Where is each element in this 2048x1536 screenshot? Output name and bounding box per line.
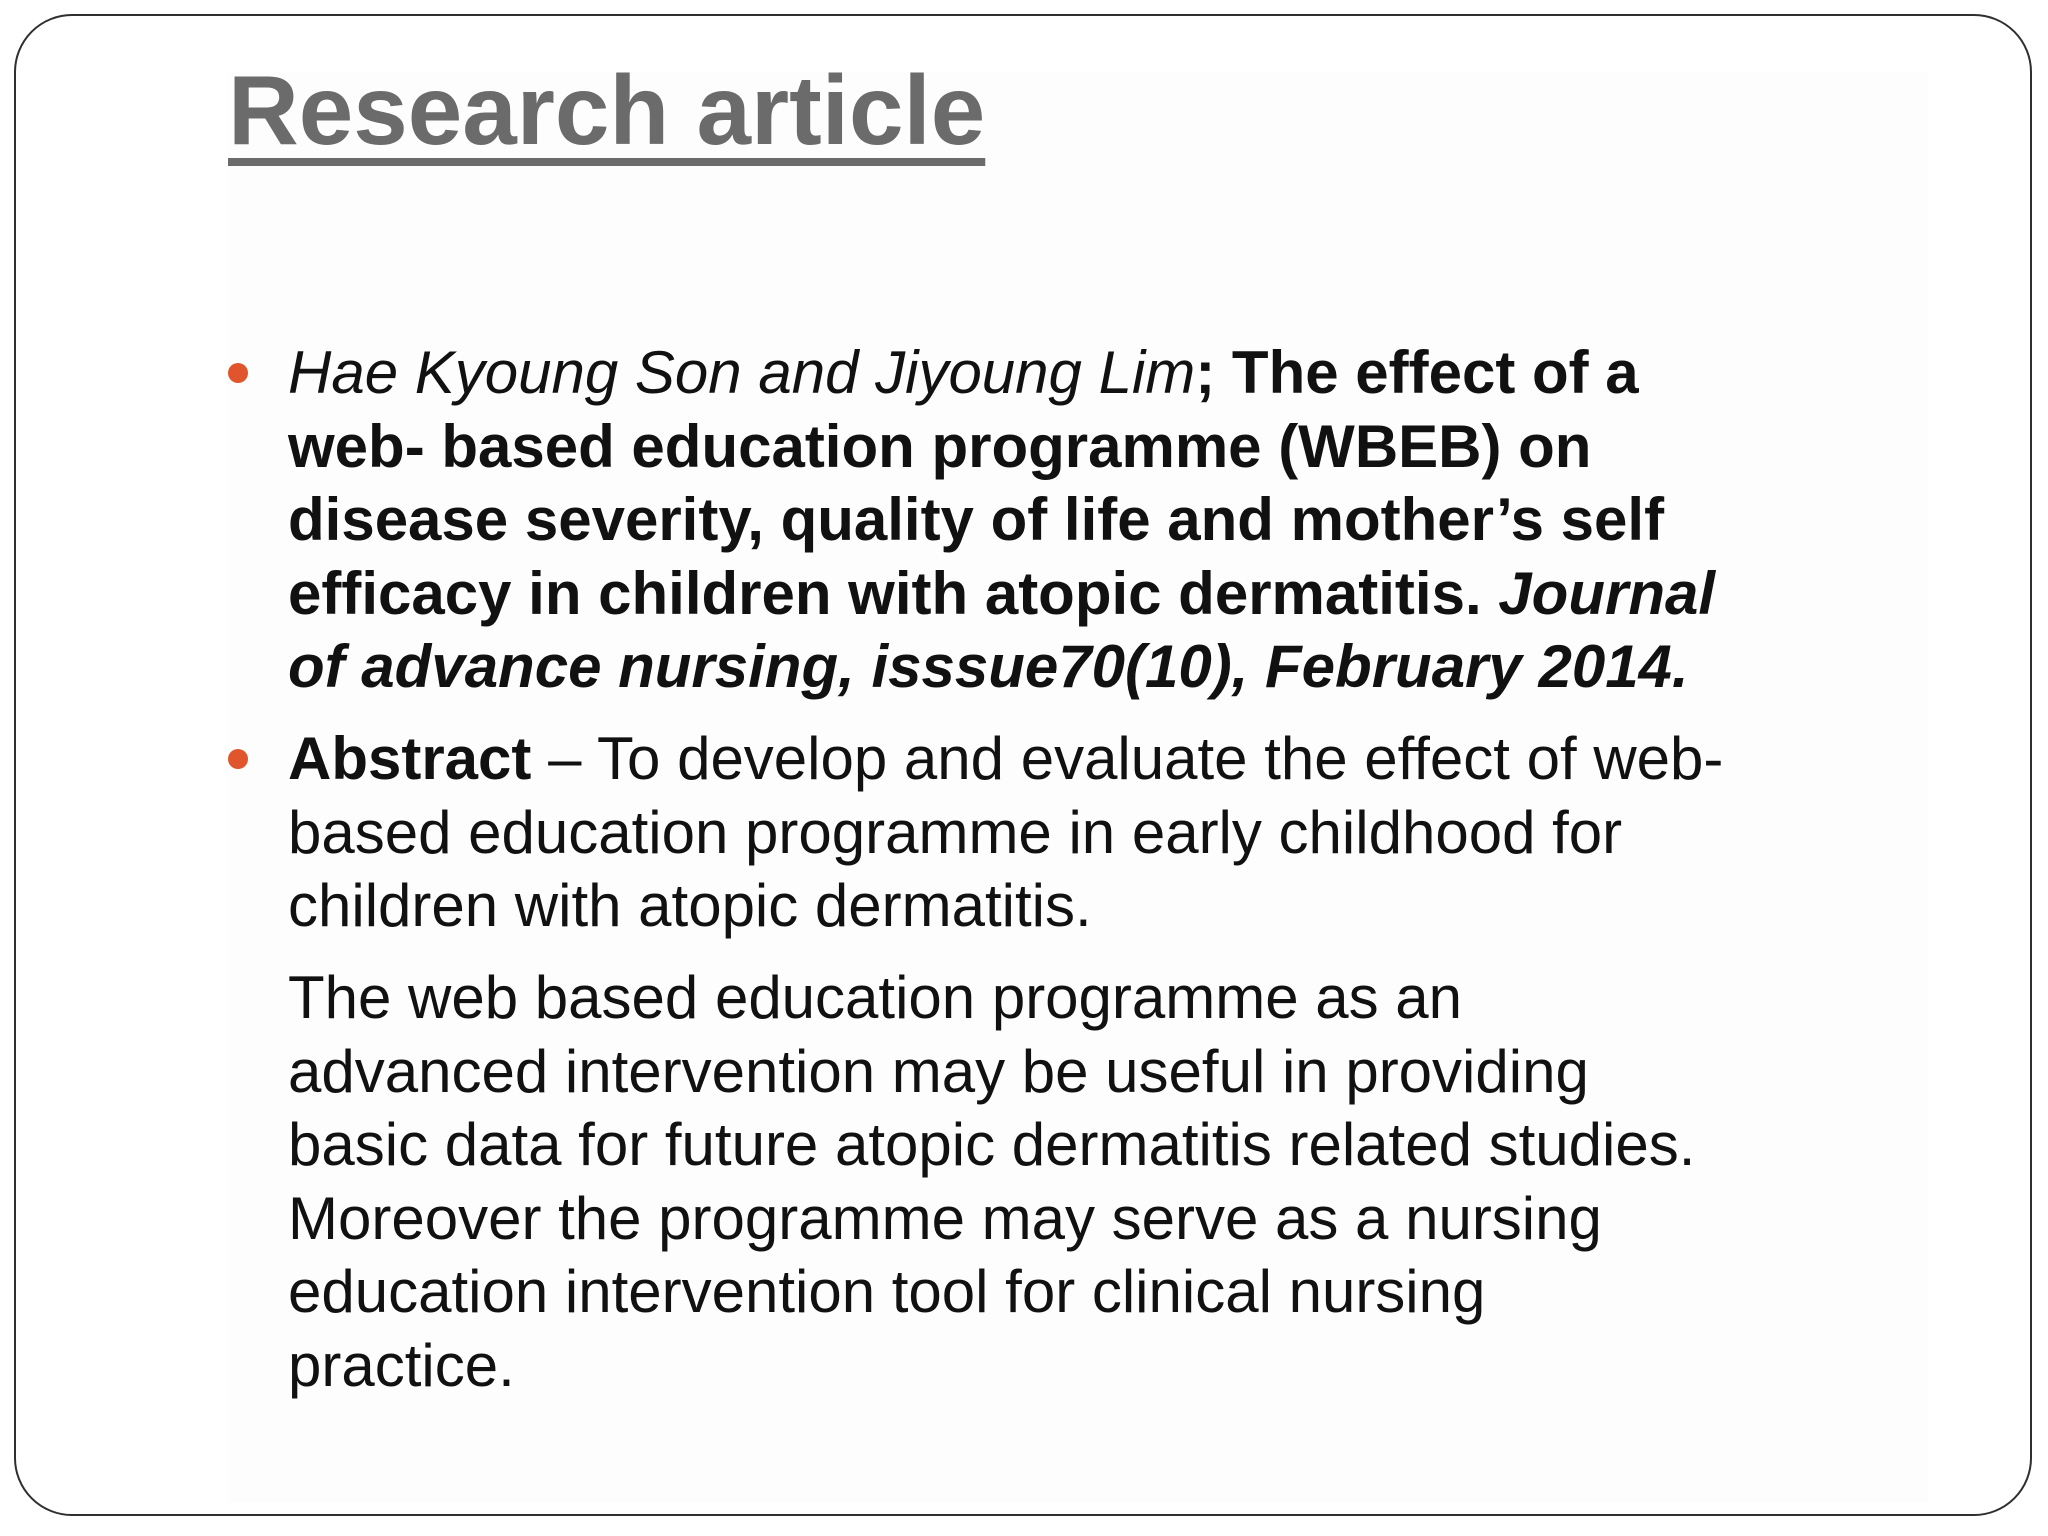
citation-line — [288, 336, 1928, 410]
article-title-line: efficacy in children with atopic dermatitis. — [288, 559, 1499, 627]
journal-line: Journal — [1498, 559, 1716, 627]
conclusion-paragraph — [288, 961, 1928, 1402]
abstract-label: Abstract — [288, 725, 532, 792]
article-title-line: The effect of a — [1215, 339, 1639, 406]
journal-line: of advance nursing, isssue70(10), February 2014. — [288, 633, 1689, 700]
conclusion-line: practice. — [288, 1331, 515, 1399]
abstract-paragraph — [288, 722, 1928, 943]
conclusion-line: basic data for future atopic dermatitis related studies. — [288, 1111, 1696, 1178]
abstract-line — [288, 722, 1928, 796]
article-title-line: disease severity, quality of life and mother’s self — [288, 486, 1665, 553]
slide-title: Research article — [228, 55, 986, 165]
conclusion-line: education intervention tool for clinical nursing — [288, 1258, 1486, 1325]
citation-paragraph — [288, 336, 1928, 704]
conclusion-line: The web based education programme as an — [288, 964, 1463, 1031]
bullet-icon — [228, 749, 248, 769]
abstract-text-line: children with atopic dermatitis. — [288, 872, 1092, 939]
bullet-icon — [228, 363, 248, 383]
abstract-text-line: – To develop and evaluate the effect of web- — [531, 725, 1724, 792]
conclusion-line: Moreover the programme may serve as a nursing — [288, 1184, 1602, 1252]
abstract-text-line: based education programme in early childhood for — [288, 798, 1623, 866]
citation-separator: ; — [1195, 339, 1216, 406]
conclusion-line: advanced intervention may be useful in providing — [288, 1037, 1589, 1105]
article-title-line: web- based education programme (WBEB) on — [288, 412, 1592, 480]
citation-authors: Hae Kyoung Son and Jiyoung Lim — [288, 339, 1196, 406]
citation-line — [288, 557, 1928, 631]
